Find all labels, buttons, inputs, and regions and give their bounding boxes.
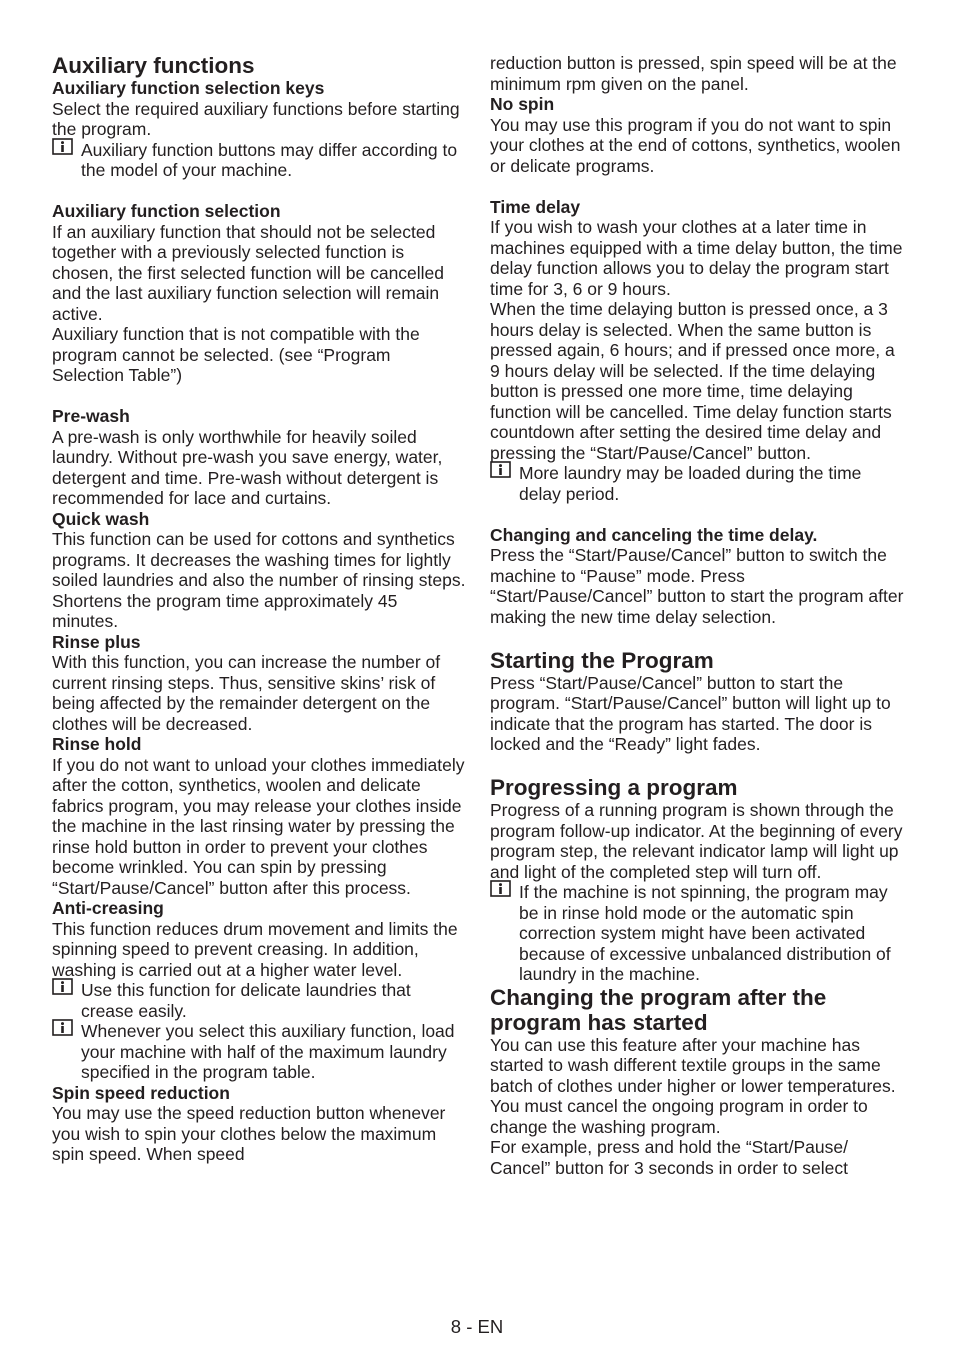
paragraph-selection-keys: Select the required auxiliary functions before starting the program. [52, 98, 460, 139]
heading-no-spin: No spin [490, 94, 555, 114]
info-icon [52, 1019, 73, 1036]
heading-rinse-hold: Rinse hold [52, 734, 142, 754]
paragraph-function-selection-1: If an auxiliary function that should not be selected together with a previously selected function is chosen, the first selected function will be cancelled and the last auxiliary function selection will remain active. [52, 221, 445, 324]
info-icon [490, 461, 511, 478]
paragraph-progressing-program: Progress of a running program is shown through the program follow-up indicator. At the beginning of every program step, the relevant indicator lamp will light up and light of the completed step will turn off. [490, 800, 903, 882]
paragraph-changing-time-delay: Press the “Start/Pause/Cancel” button to switch the machine to “Pause” mode. Press “Start/Pause/Cancel” button to start the program after making the new time delay selection. [490, 545, 904, 627]
info-icon [490, 880, 511, 897]
paragraph-changing-program-2: For example, press and hold the “Start/Pause/ Cancel” button for 3 seconds in order to select [490, 1137, 848, 1178]
note-block [490, 463, 904, 504]
note-text: Whenever you select this auxiliary function, load your machine with half of the maximum laundry specified in the program table. [81, 1021, 455, 1082]
heading-spin-speed-reduction: Spin speed reduction [52, 1082, 230, 1103]
paragraph-function-selection-2: Auxiliary function that is not compatible with the program cannot be selected. (see “Program Selection Table”) [52, 324, 420, 385]
paragraph-quick-wash: This function can be used for cottons and synthetics programs. It decreases the washing times for lightly soiled laundries and also the number of rinsing steps. Shortens the program time approximately 45 minutes. [52, 529, 466, 631]
left-column [52, 53, 466, 1165]
note-text: Use this function for delicate laundries that crease easily. [81, 980, 411, 1021]
paragraph-no-spin: You may use this program if you do not want to spin your clothes at the end of cottons, synthetics, woolen or delicate programs. [490, 114, 901, 176]
paragraph-changing-program-1: You can use this feature after your machine has started to wash different textile groups in the same batch of clothes under higher or lower temperatures. You must cancel the ongoing program in order to change the washing program. [490, 1034, 896, 1137]
note-text: More laundry may be loaded during the time delay period. [519, 463, 862, 504]
note-block [52, 140, 466, 181]
info-icon [52, 138, 73, 155]
page-number: 8 - EN [450, 1316, 504, 1337]
heading-rinse-plus: Rinse plus [52, 631, 141, 652]
heading-changing-time-delay: Changing and canceling the time delay. [490, 524, 818, 545]
paragraph-time-delay-1: If you wish to wash your clothes at a later time in machines equipped with a time delay button, the time delay function allows you to delay the program start time for 3, 6 or 9 hours. [490, 217, 903, 299]
note-block [52, 1021, 466, 1083]
heading-time-delay: Time delay [490, 196, 581, 217]
note-block [52, 980, 466, 1021]
paragraph-time-delay-2: When the time delaying button is pressed once, a 3 hours delay is selected. When the same button is pressed again, 6 hours; and if pressed once more, a 9 hours delay will be selected. If the time delaying button is pressed one more time, time delaying function will be cancelled. Time delay function starts countdown after setting the desired time delay and pressing the “Start/Pause/Cancel” button. [490, 299, 895, 463]
section-title-auxiliary-functions: Auxiliary functions [52, 53, 255, 78]
section-title-progressing-program: Progressing a program [490, 775, 738, 800]
paragraph-spin-speed-reduction-continued: reduction button is pressed, spin speed will be at the minimum rpm given on the panel. [490, 53, 897, 94]
section-title-changing-program: Changing the program after the program has started [490, 984, 827, 1035]
section-title-starting-program: Starting the Program [490, 647, 714, 673]
right-column [490, 53, 904, 1178]
paragraph-spin-speed-reduction: You may use the speed reduction button whenever you wish to spin your clothes below the maximum spin speed. When speed [52, 1103, 446, 1164]
paragraph-pre-wash: A pre-wash is only worthwhile for heavily soiled laundry. Without pre-wash you save energy, water, detergent and time. Pre-wash without detergent is recommended for lace and curtains. [52, 426, 443, 508]
heading-anti-creasing: Anti-creasing [52, 898, 164, 918]
paragraph-starting-program: Press “Start/Pause/Cancel” button to start the program. “Start/Pause/Cancel” button will light up to indicate that the program has started. The door is locked and the “Ready” light fades. [490, 672, 891, 754]
note-text: Auxiliary function buttons may differ according to the model of your machine. [81, 139, 458, 180]
paragraph-anti-creasing: This function reduces drum movement and limits the spinning speed to prevent creasing. In addition, washing is carried out at a higher water level. [52, 918, 458, 980]
paragraph-rinse-plus: With this function, you can increase the number of current rinsing steps. Thus, sensitive skins’ risk of being affected by the remainder detergent on the clothes will be decreased. [52, 652, 441, 734]
note-text: If the machine is not spinning, the program may be in rinse hold mode or the automatic spin correction system might have been activated because of excessive unbalanced distribution of laundry in the machine. [519, 882, 891, 984]
heading-pre-wash: Pre-wash [52, 406, 130, 426]
heading-quick-wash: Quick wash [52, 508, 150, 529]
note-block [490, 882, 904, 985]
info-icon [52, 978, 73, 995]
heading-selection-keys: Auxiliary function selection keys [52, 78, 325, 98]
heading-function-selection: Auxiliary function selection [52, 201, 281, 221]
paragraph-rinse-hold: If you do not want to unload your clothes immediately after the cotton, synthetics, woolen and delicate fabrics program, you may release your clothes inside the machine in the last rinsing water by pressing the rinse hold button in order to prevent your clothes become wrinkled. You can spin by pressing “Start/Pause/Cancel” button after this process. [52, 754, 465, 898]
